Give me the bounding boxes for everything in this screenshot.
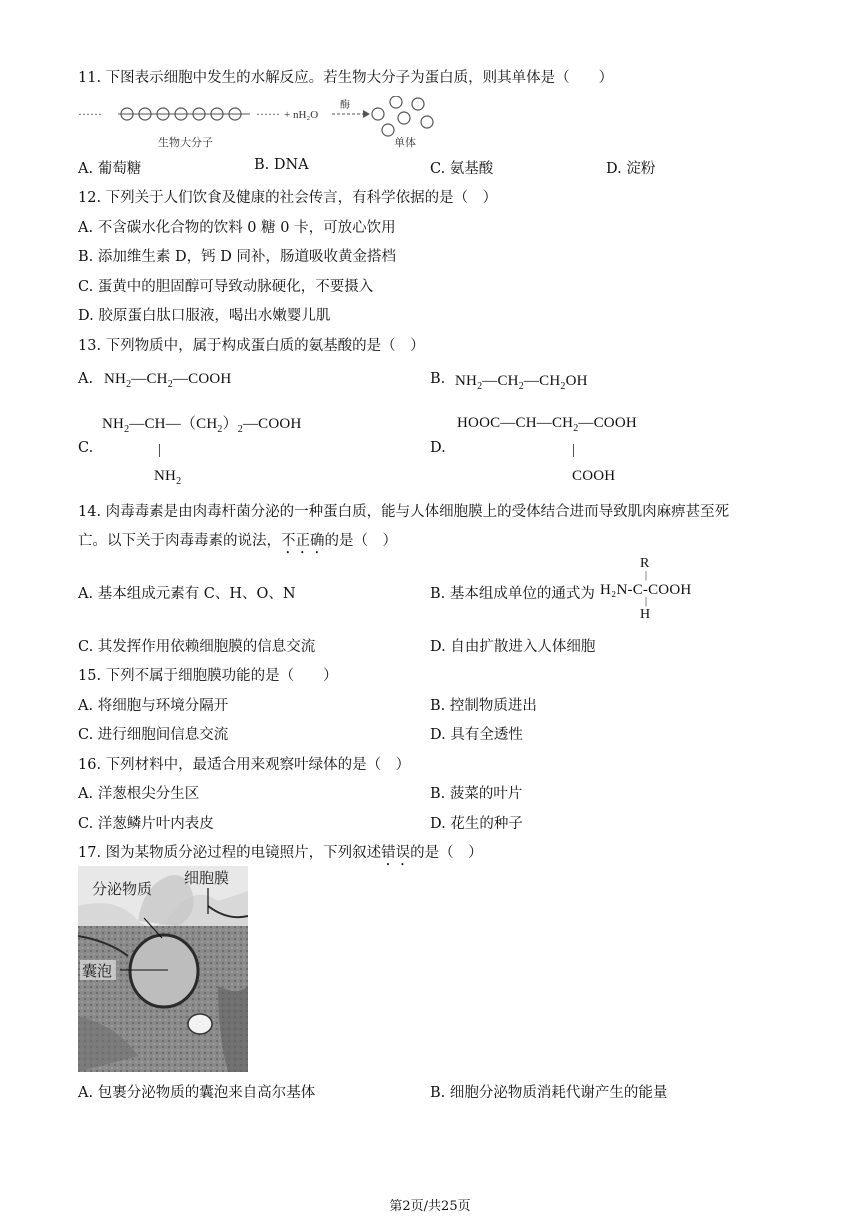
enzyme-label: 酶 xyxy=(340,100,350,111)
label-vesicle: 囊泡 xyxy=(82,962,113,980)
q16-stem: 16. 下列材料中，最适合用来观察叶绿体的是（ ） xyxy=(78,757,411,773)
q13-label-c: C. xyxy=(78,440,94,456)
amino-acid-general-formula: H₂N-C-COOH xyxy=(600,582,692,598)
q15-option-b: B. 控制物质进出 xyxy=(430,698,537,714)
q13-label-b: B. xyxy=(430,371,446,387)
q13-formula-d: $HOOC—CH—CH_2—COOH$ xyxy=(457,415,637,434)
page-number: 第2页/共25页 xyxy=(389,1199,471,1214)
q13-d-carboxyl: COOH xyxy=(572,468,616,484)
electron-micrograph xyxy=(78,866,248,1072)
q14-option-d: D. 自由扩散进入人体细胞 xyxy=(430,639,596,655)
q12-option-c: C. 蛋黄中的胆固醇可导致动脉硬化，不要摄入 xyxy=(78,279,374,295)
label-membrane: 细胞膜 xyxy=(184,869,230,887)
macromolecule-label: 生物大分子 xyxy=(158,136,213,149)
q13-formula-c: $NH_2—CH—(CH_2)_2—COOH$ xyxy=(102,416,302,435)
q12-option-a: A. 不含碳水化合物的饮料 0 糖 0 卡，可放心饮用 xyxy=(78,220,396,236)
q17-option-b: B. 细胞分泌物质消耗代谢产生的能量 xyxy=(430,1085,668,1101)
q17-stem: 17. 图为某物质分泌过程的电镜照片，下列叙述错误的是（ ） xyxy=(78,845,483,861)
dots-left: ······ xyxy=(78,107,102,121)
formula-h: H xyxy=(640,607,651,622)
q14-option-b: B. 基本组成单位的通式为 xyxy=(430,586,595,602)
formula-r: R xyxy=(640,556,650,571)
water-label: + nH₂O xyxy=(284,109,319,121)
q14-stem-line1: 14. 肉毒毒素是由肉毒杆菌分泌的一种蛋白质，能与人体细胞膜上的受体结合进而导致肌肉麻痹甚至死 xyxy=(78,504,730,520)
q13-d-bond: | xyxy=(572,442,576,458)
q16-option-c: C. 洋葱鳞片叶内表皮 xyxy=(78,816,214,832)
q16-option-b: B. 菠菜的叶片 xyxy=(430,786,523,802)
q11-option-a: A. 葡萄糖 xyxy=(78,161,142,177)
q13-c-bond: | xyxy=(158,442,162,458)
q15-stem: 15. 下列不属于细胞膜功能的是（ ） xyxy=(78,668,338,684)
q13-formula-a: $NH_2—CH_2—COOH$ xyxy=(104,371,232,390)
q15-option-d: D. 具有全透性 xyxy=(430,727,523,743)
q11-stem: 11. 下图表示细胞中发生的水解反应。若生物大分子为蛋白质，则其单体是（ ） xyxy=(78,70,614,86)
q11-option-b: B. DNA xyxy=(254,157,309,173)
q13-stem: 13. 下列物质中，属于构成蛋白质的氨基酸的是（ ） xyxy=(78,338,425,354)
q14-option-a: A. 基本组成元素有 C、H、O、N xyxy=(78,586,296,602)
q12-option-d: D. 胶原蛋白肽口服液，喝出水嫩婴儿肌 xyxy=(78,308,331,324)
q13-label-d: D. xyxy=(430,440,446,456)
q16-option-d: D. 花生的种子 xyxy=(430,816,523,832)
monomer-label: 单体 xyxy=(394,136,416,149)
emphasis-not-correct: 不正确 xyxy=(281,533,325,549)
q16-option-a: A. 洋葱根尖分生区 xyxy=(78,786,200,802)
monomers xyxy=(372,96,433,136)
q14-stem-line2: 亡。以下关于肉毒毒素的说法，不正确的是（ ） xyxy=(78,533,397,549)
svg-text:······: ······ xyxy=(256,107,280,121)
label-secretion: 分泌物质 xyxy=(92,880,153,898)
q17-option-a: A. 包裹分泌物质的囊泡来自高尔基体 xyxy=(78,1085,316,1101)
q11-option-c: C. 氨基酸 xyxy=(430,161,494,177)
q14-option-c: C. 其发挥作用依赖细胞膜的信息交流 xyxy=(78,639,316,655)
q12-option-b: B. 添加维生素 D，钙 D 同补，肠道吸收黄金搭档 xyxy=(78,249,396,265)
q13-c-amino: $NH_2$ xyxy=(154,468,182,487)
hydrolysis-figure xyxy=(78,96,448,152)
q11-option-d: D. 淀粉 xyxy=(606,161,656,177)
q15-option-c: C. 进行细胞间信息交流 xyxy=(78,727,229,743)
q15-option-a: A. 将细胞与环境分隔开 xyxy=(78,698,229,714)
vesicle xyxy=(130,935,198,1007)
q13-label-a: A. xyxy=(78,371,94,387)
q12-stem: 12. 下列关于人们饮食及健康的社会传言，有科学依据的是（ ） xyxy=(78,190,498,206)
q13-formula-b: $NH_2—CH_2—CH_2OH$ xyxy=(455,373,588,392)
emphasis-wrong: 错误 xyxy=(381,845,411,861)
